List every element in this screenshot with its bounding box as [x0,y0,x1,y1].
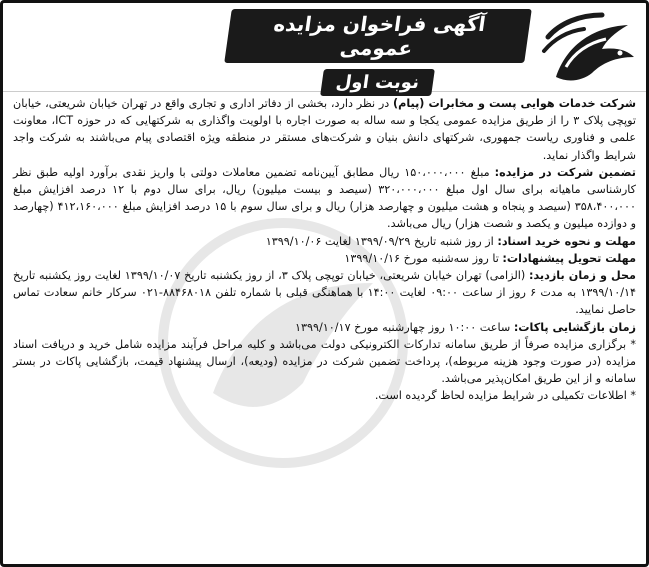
notice-body [13,95,636,560]
notice-header [3,3,646,92]
opening-text: ساعت ۱۰:۰۰ روز چهارشنبه مورخ ۱۳۹۹/۱۰/۱۷ [294,320,514,334]
docs-deadline-text: از روز شنبه تاریخ ۱۳۹۹/۰۹/۲۹ لغایت ۱۳۹۹/۱۰/۰۶ [265,234,498,248]
company-name: شرکت خدمات هوایی پست و مخابرات (پیام) [393,97,637,110]
visit-text: (الزامی) تهران خیابان شریعتی، خیابان توپچی پلاک ۳، از روز یکشنبه تاریخ ۱۳۹۹/۱۰/۰۷ لغایت روز یکشنبه تاریخ ۱۳۹۹/۱۰/۱۴ به مدت ۶ روز از ساعت ۰۹:۰۰ لغایت ۱۴:۰۰ با هماهنگی قبلی با شماره تلفن ۸۸۴۶۸۰۱۸-۰۲۱ سرکار خانم سعادت تماس حاصل نمایید. [13,269,636,317]
opening-paragraph [13,319,636,336]
offers-deadline-label: مهلت تحویل پیشنهادات: [502,251,636,265]
visit-paragraph [13,267,636,319]
docs-deadline-label: مهلت و نحوه خرید اسناد: [497,234,636,248]
note-item: * اطلاعات تکمیلی در شرایط مزایده لحاظ گردیده است. [374,389,636,403]
docs-deadline-paragraph [13,233,636,250]
payam-bird-logo-icon [536,7,638,89]
note-item: * برگزاری مزایده صرفاً از طریق سامانه تدارکات الکترونیکی دولت می‌باشد و کلیه مراحل فرآیند مزایده شامل خرید و دریافت اسناد مزایده (در صورت وجود هزینه مربوطه)، پرداخت تضمین شرکت در مزایده (ودیعه)، ارسال پیشنهاد قیمت، بازگشایی پاکات در بستر سامانه و از این طریق امکان‌پذیر می‌باشد. [13,337,636,386]
notice-round: نوبت اول [321,69,436,96]
guarantee-text: مبلغ ۱۵۰،۰۰۰،۰۰۰ ریال مطابق آیین‌نامه تضمین معاملات دولتی با واریز نقدی برآورد اولیه طبق نظر کارشناسی ماهیانه برای سال اول مبلغ ۳۲۰،۰۰۰،۰۰۰ (سیصد و بیست میلیون) ریال، برای سال دوم با ۱۲ درصد افزایش مبلغ ۳۵۸،۴۰۰،۰۰۰ (سیصد و پنجاه و هشت میلیون و چهارصد هزار) ریال و برای سال سوم با ۱۵ درصد افزایش مبلغ ۴۱۲،۱۶۰،۰۰۰ (چهارصد و دوازده میلیون و یکصد و شصت هزار) ریال می‌باشد. [13,165,636,231]
visit-label: محل و زمان بازدید: [528,269,636,283]
guarantee-label: تضمین شرکت در مزایده: [494,165,637,179]
intro-text: در نظر دارد، بخشی از دفاتر اداری و تجاری واقع در تهران خیابان شریعتی، خیابان توپچی پلاک ۳ را از طریق مزایده عمومی یکجا و سه ساله به صورت اجاره با اولویت واگذاری به شرکتهایی که در حوزه ICT، معاونت علمی و فناوری ریاست جمهوری، شرکتهای دانش بنیان و شرکت‌های مستقر در منطقه ویژه اقتصادی پیام می‌باشند به شرکت واجد شرایط واگذار نماید. [13,97,637,162]
offers-deadline-text: تا روز سه‌شنبه مورخ ۱۳۹۹/۱۰/۱۶ [344,251,503,265]
guarantee-paragraph [13,164,636,233]
notice-title: آگهی فراخوان مزایده عمومی [224,9,532,63]
title-block [228,7,528,98]
opening-label: زمان بازگشایی پاکات: [513,320,636,334]
offers-deadline-paragraph [13,250,636,267]
intro-paragraph [13,95,636,164]
